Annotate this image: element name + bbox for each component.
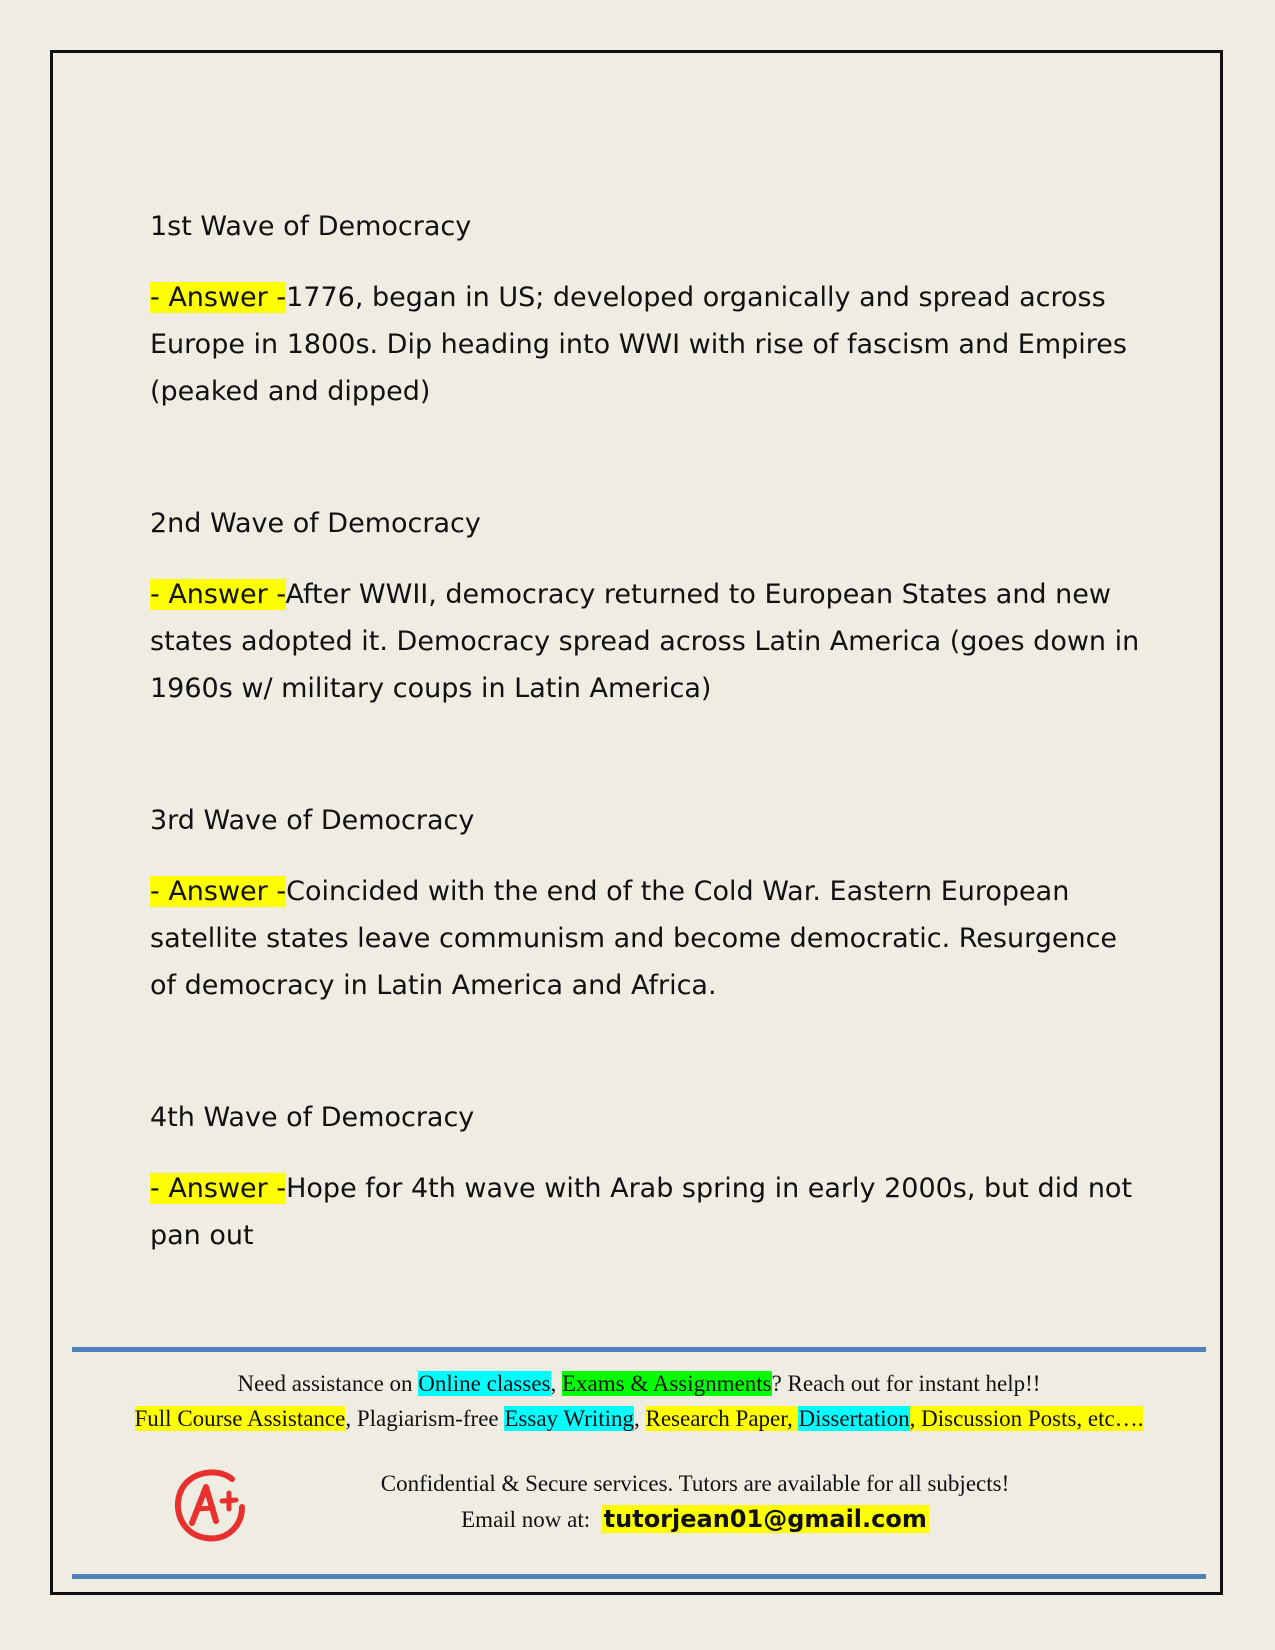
answer-text: 1776, began in US; developed organically and spread across Europe in 1800s. Dip heading into WWI with rise of fascism and Empires (peaked and dipped) <box>150 282 1127 407</box>
answer-paragraph <box>150 571 1140 712</box>
answer-label: - Answer - <box>150 579 286 610</box>
question-title: 4th Wave of Democracy <box>150 1102 475 1133</box>
research-paper-highlight: Research Paper, <box>645 1406 799 1431</box>
qa-item-1 <box>150 210 1140 415</box>
answer-paragraph <box>150 1165 1140 1259</box>
answer-label: - Answer - <box>150 1173 287 1204</box>
a-plus-logo-icon <box>170 1465 250 1545</box>
answer-text: Hope for 4th wave with Arab spring in early 2000s, but did not pan out <box>150 1173 1133 1251</box>
answer-label: - Answer - <box>150 282 287 313</box>
confidential-line: Confidential & Secure services. Tutors are available for all subjects! <box>380 1471 1010 1496</box>
qa-item-2 <box>150 507 1140 712</box>
qa-item-3 <box>150 804 1140 1009</box>
answer-text: Coincided with the end of the Cold War. Eastern European satellite states leave communism and become democratic. Resurgence of democracy in Latin America and Africa. <box>150 876 1118 1001</box>
email-link[interactable]: tutorjean01@gmail.com <box>603 1505 927 1533</box>
answer-text: After WWII, democracy returned to European States and new states adopted it. Democracy spread across Latin America (goes down in 1960s w/ military coups in Latin America) <box>150 579 1140 704</box>
footer-text-segment: , Plagiarism-free <box>345 1406 505 1431</box>
answer-label: - Answer - <box>150 876 287 907</box>
question-title: 1st Wave of Democracy <box>150 211 472 242</box>
online-classes-highlight: Online classes <box>418 1371 551 1396</box>
exams-assignments-highlight: Exams & Assignments <box>562 1371 772 1396</box>
email-prefix: Email now at: <box>461 1507 602 1532</box>
question-title: 2nd Wave of Democracy <box>150 508 481 539</box>
footer-text-segment: , <box>634 1406 646 1431</box>
footer-top-rule <box>72 1347 1206 1352</box>
footer-text-segment: , <box>550 1371 562 1396</box>
footer-line-2 <box>72 1401 1206 1437</box>
discussion-posts-highlight: , Discussion Posts, etc…. <box>909 1406 1144 1431</box>
dissertation-highlight: Dissertation <box>798 1406 910 1431</box>
question-title: 3rd Wave of Democracy <box>150 805 475 836</box>
footer-bottom-rule <box>72 1574 1206 1579</box>
qa-item-4 <box>150 1101 1140 1259</box>
full-course-highlight: Full Course Assistance <box>134 1406 346 1431</box>
answer-paragraph <box>150 868 1140 1009</box>
footer-line-1 <box>72 1366 1206 1402</box>
answer-paragraph <box>150 274 1140 415</box>
email-line <box>250 1501 1140 1538</box>
footer-text-segment: Need assistance on <box>237 1371 419 1396</box>
essay-writing-highlight: Essay Writing <box>504 1406 634 1431</box>
footer-text-segment: ? Reach out for instant help!! <box>771 1371 1041 1396</box>
